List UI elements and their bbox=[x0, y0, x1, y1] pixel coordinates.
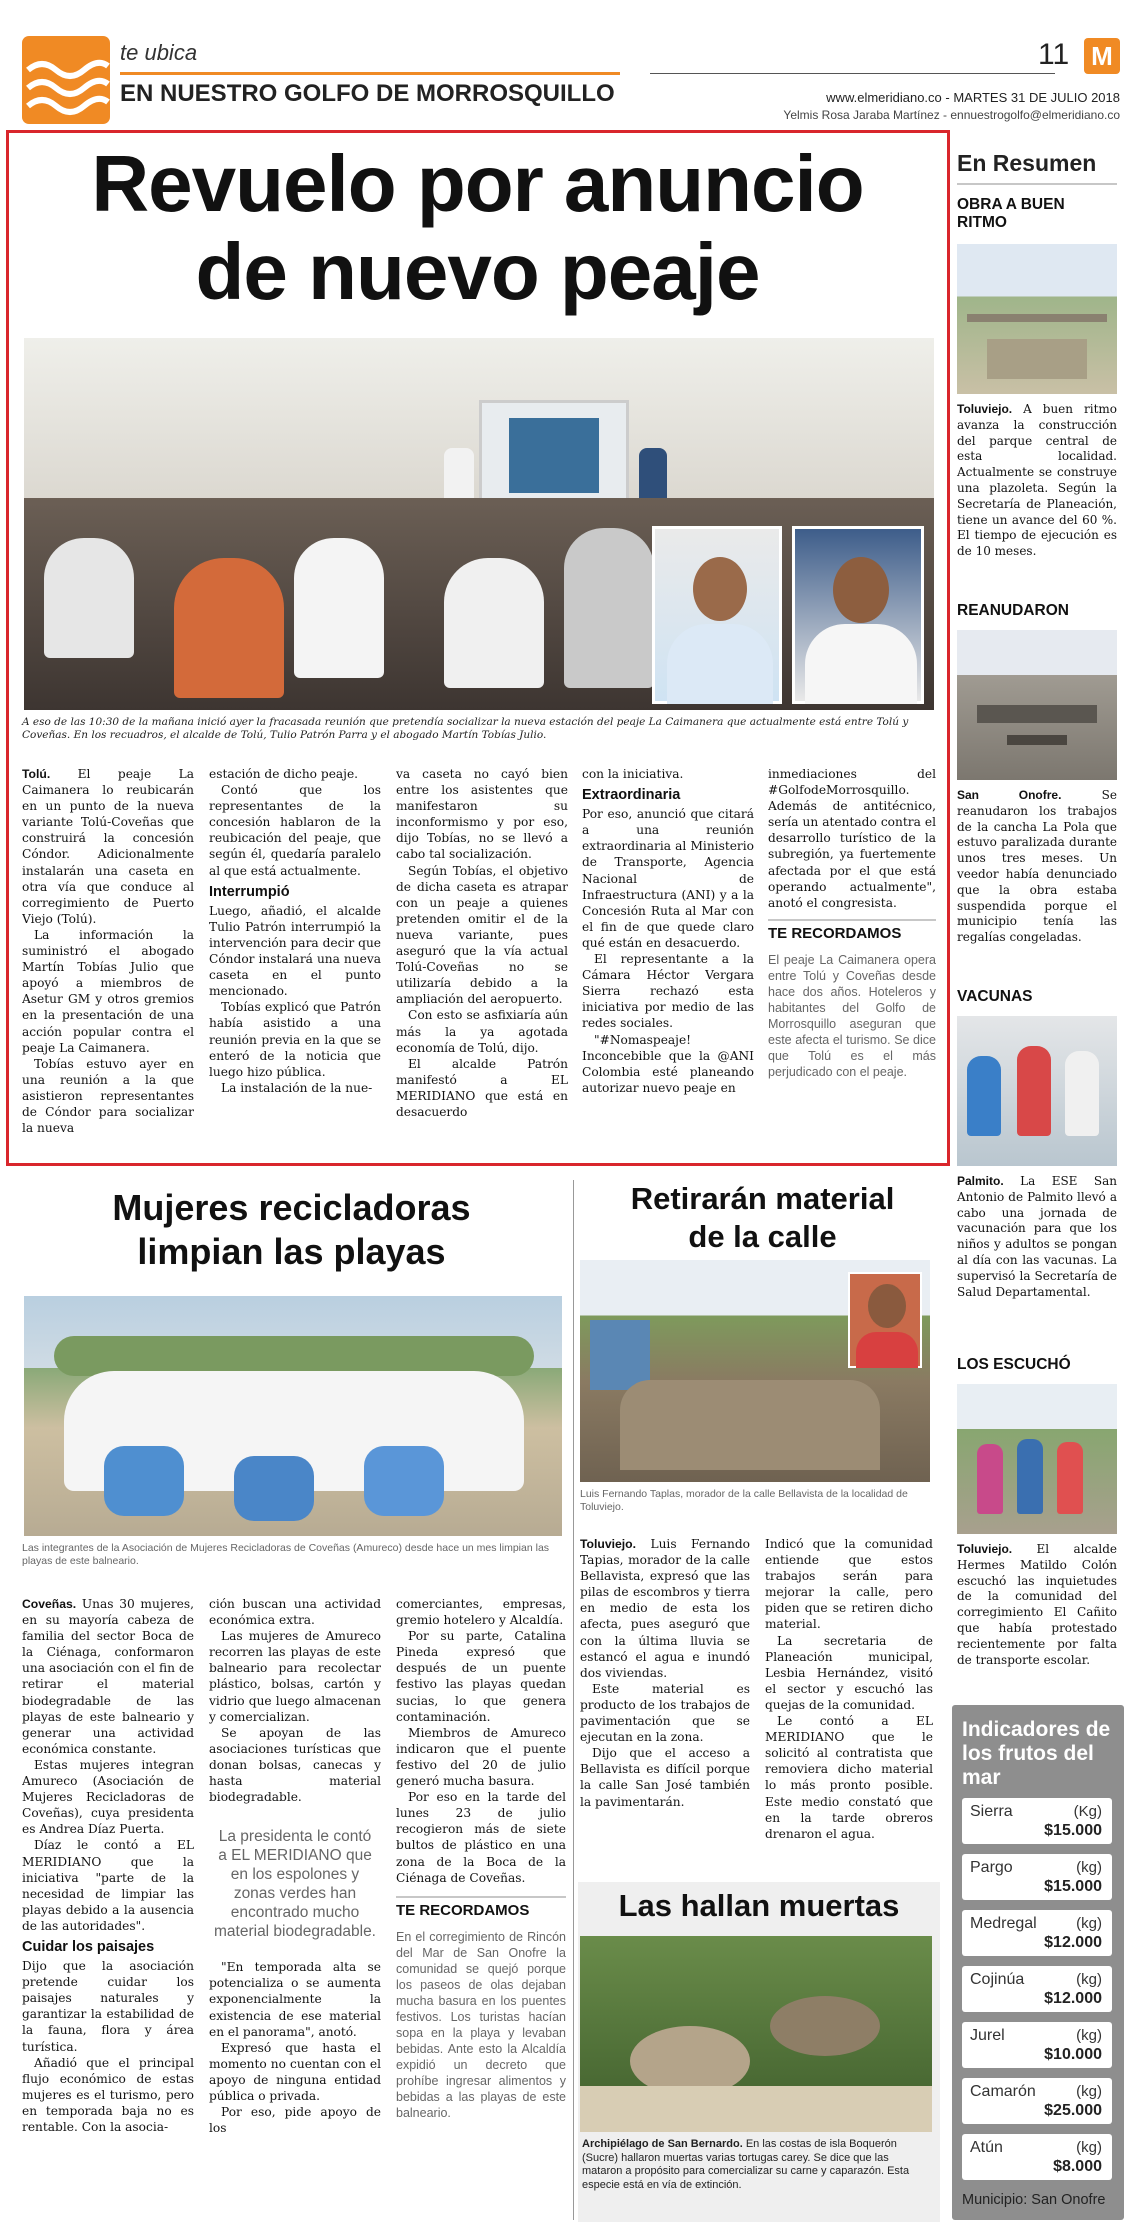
sidebar-text-reanudaron: San Onofre. Se reanudaron los trabajos de la cancha La Pola que estuvo paralizada durante unos tres meses. Un veedor había denunciado que la obra estaba suspendida porque el municipio tenía las regalías congeladas. bbox=[957, 788, 1117, 945]
sidebar-photo-escucho bbox=[957, 1384, 1117, 1534]
sidebar-photo-reanudaron bbox=[957, 630, 1117, 780]
main-headline: Revuelo por anuncio de nuevo peaje bbox=[91, 139, 864, 316]
main-col-1: Tolú. El peaje La Caimanera lo reubicarán en un punto de la nueva variante Tolú-Coveñas que construirá la concesión Cóndor. Adicionalmente instalarán una caseta en otra vía que conduce al corregimiento de Puerto Viejo (Tolú). La información la suministró el abogado Martín Tobías Julio que apoyó a miembros de Asetur GM y otros gremios en la presentación de una acción popular contra el peaje La Caimanera. Tobías estuvo ayer en una reunión a la que asistieron representantes de Cóndor para socializar la nueva bbox=[22, 767, 194, 1136]
prices-municipio: Municipio: San Onofre bbox=[962, 2192, 1106, 2208]
price-unit: (kg) bbox=[1076, 2027, 1102, 2044]
price-unit: (kg) bbox=[1076, 2139, 1102, 2156]
price-name: Camarón bbox=[970, 2083, 1036, 2100]
column-divider bbox=[573, 1180, 574, 2220]
sidebar-photo-obra bbox=[957, 244, 1117, 394]
price-name: Pargo bbox=[970, 1859, 1013, 1876]
waves-icon bbox=[22, 36, 110, 124]
price-unit: (kg) bbox=[1076, 1859, 1102, 1876]
subhead-cuidar: Cuidar los paisajes bbox=[22, 1938, 155, 1955]
price-row bbox=[962, 1966, 1112, 2012]
price-name: Medregal bbox=[970, 1915, 1037, 1932]
price-name: Atún bbox=[970, 2139, 1003, 2156]
section-title: EN NUESTRO GOLFO DE MORROSQUILLO bbox=[120, 80, 615, 107]
te-recordamos-title-2: TE RECORDAMOS bbox=[396, 1896, 566, 1919]
main-col-3: va caseta no cayó bien entre los asistentes que manifestaron su inconformismo y por eso, dijo Tobías, no se llevó a cabo tal socialización. Según Tobías, el objetivo de dicha caseta es atrapar con un peaje a quienes pretenden omitir el de la nueva variante, pues aseguró que la vía actual Tolú-Coveñas no se utilizaría debido a la ampliación del aeropuerto. Con esto se asfixiaría aún más la ya agotada economía de Tolú, dijo. El alcalde Patrón manifestó a EL MERIDIANO que está en desacuerdo bbox=[396, 767, 568, 1119]
main-col-2: estación de dicho peaje. Contó que los representantes de la concesión hablaron de la reubicación del peaje, que según él, quedaría paralelo al que está actualmente. Interrumpió Luego, añadió, el alcalde Tulio Patrón interrumpió la intervención para decir que Cóndor instalará una nueva caseta en el punto mencionado. Tobías explicó que Patrón había asistido a una reunión previa en la que se enteró de la noticia que luego hizo pública. La instalación de la nue- bbox=[209, 767, 381, 1095]
price-row bbox=[962, 2078, 1112, 2124]
retiraran-photo bbox=[580, 1260, 930, 1482]
sidebar-h-escucho: LOS ESCUCHÓ bbox=[957, 1356, 1071, 1373]
section-rule bbox=[120, 72, 620, 75]
header-rule-right bbox=[650, 73, 1055, 74]
hallan-photo bbox=[580, 1936, 932, 2132]
price-name: Sierra bbox=[970, 1803, 1013, 1820]
hallan-headline: Las hallan muertas bbox=[618, 1888, 900, 1923]
price-value: $15.000 bbox=[1044, 1878, 1102, 1895]
price-value: $10.000 bbox=[1044, 2046, 1102, 2063]
te-recordamos-text-2: En el corregimiento de Rincón del Mar de San Onofre la comunidad se quejó porque los paseos de olas dejaban mucha basura en los puentes festivos. Los turistas hacían sopa en la playa y levaban bebidas. Ante esto la Alcaldía expidió un decreto que prohíbe ingresar alimentos y bebidas a las playas de este balneario. bbox=[396, 1929, 566, 2120]
sidebar-h-reanudaron: REANUDARON bbox=[957, 602, 1069, 619]
subhead-extraordinaria: Extraordinaria bbox=[582, 787, 681, 804]
price-value: $12.000 bbox=[1044, 1934, 1102, 1951]
sidebar-photo-vacunas bbox=[957, 1016, 1117, 1166]
prices-title: Indicadores de los frutos del mar bbox=[962, 1718, 1111, 1789]
hallan-caption: Archipiélago de San Bernardo. En las costas de isla Boquerón (Sucre) hallaron muertas varias tortugas carey. Se dice que las mataron a propósito para comercializar su carne y caparazón. Esta especie está en vía de extinción. bbox=[582, 2138, 910, 2191]
price-row bbox=[962, 1854, 1112, 1900]
mujeres-col-2: ción buscan una actividad económica extra. Las mujeres de Amureco recorren las playas de este balneario para recolectar plástico, bolsas, cartón y vidrio que luego almacenan y comercializan. Se apoyan de las asociaciones turísticas que donan bolsas, canecas y hasta material biodegradable. La presidenta le contó a EL MERIDIANO que en los espolones y zonas verdes han encontrado mucho material biodegradable. "En temporada alta se potencializa o se aumenta exponencialmente la existencia de ese material en el panorama", anotó. Expresó que hasta el momento no cuentan con el apoyo de ninguna entidad pública o privada. Por eso, pide apoyo de los bbox=[209, 1597, 381, 2136]
mujeres-headline: Mujeres recicladoras limpian las playas bbox=[112, 1187, 471, 1272]
date-line: www.elmeridiano.co - MARTES 31 DE JULIO 2018 bbox=[826, 90, 1120, 105]
price-value: $25.000 bbox=[1044, 2102, 1102, 2119]
retiraran-col-1: Toluviejo. Luis Fernando Tapias, morador de la calle Bellavista, expresó que las pilas de escombros y tierra en medio de esta los afecta, pues aseguró que con la última lluvia se estancó el agua e inundó dos viviendas. Este material es producto de los trabajos de pavimentación que se ejecutan en la zona. Dijo que el acceso a Bellavista es difícil porque la calle San José también la pavimentarán. bbox=[580, 1537, 750, 1809]
mujeres-caption: Las integrantes de la Asociación de Mujeres Recicladoras de Coveñas (Amureco) desde hace un mes limpian las playas de este balneario. bbox=[22, 1542, 550, 1567]
retiraran-headline: Retirarán material de la calle bbox=[630, 1181, 895, 1254]
sidebar-h-vacunas: VACUNAS bbox=[957, 988, 1033, 1005]
inset-photo-lawyer bbox=[792, 526, 924, 704]
main-photo-caption: A eso de las 10:30 de la mañana inició ayer la fracasada reunión que pretendía socializar la nueva estación del peaje La Caimanera que actualmente está entre Tolú y Coveñas. En los recuadros, el alcalde de Tolú, Tulio Patrón Parra y el abogado Martín Tobías Julio. bbox=[22, 716, 909, 741]
main-photo bbox=[24, 338, 934, 710]
price-name: Cojinúa bbox=[970, 1971, 1025, 1988]
price-value: $12.000 bbox=[1044, 1990, 1102, 2007]
subhead-interrumpio: Interrumpió bbox=[209, 883, 290, 900]
pull-quote: La presidenta le contó a EL MERIDIANO que en los espolones y zonas verdes han encontrado mucho material biodegradable. bbox=[214, 1828, 376, 1941]
sidebar-text-escucho: Toluviejo. El alcalde Hermes Matildo Colón escuchó las inquietudes de la comunidad del corregimiento El Cañito que había protestado recientemente por falta de transporte escolar. bbox=[957, 1542, 1117, 1667]
sidebar-text-vacunas: Palmito. La ESE San Antonio de Palmito llevó a cabo una jornada de vacunación para que los niños y adultos se pongan al día con las vacunas. La supervisó la Secretaría de Salud Departamental. bbox=[957, 1174, 1117, 1299]
inset-photo-resident bbox=[848, 1272, 922, 1368]
price-row bbox=[962, 1798, 1112, 1844]
mujeres-photo bbox=[24, 1296, 562, 1536]
te-recordamos-text: El peaje La Caimanera opera entre Tolú y Coveñas desde hace dos años. Hoteleros y habitantes del Golfo de Morrosquillo aseguran que este afecta el turismo. Se dice que Tolú es el más perjudicado con el peaje. bbox=[768, 952, 936, 1079]
section-logo bbox=[22, 36, 110, 124]
retiraran-col-2: Indicó que la comunidad entiende que estos trabajos serán para mejorar la calle, pero piden que se retiren dicho material. La secretaria de Planeación municipal, Lesbia Hernández, visitó el sector y escuchó las quejas de la comunidad. Le contó a EL MERIDIANO que le solicitó al contratista que removiera dicho material lo más pronto posible. Este medio constató que en la tarde obreros drenaron el agua. bbox=[765, 1537, 933, 1841]
price-unit: (kg) bbox=[1076, 1915, 1102, 1932]
price-name: Jurel bbox=[970, 2027, 1005, 2044]
brand-logo: M bbox=[1084, 38, 1120, 74]
mujeres-col-1: Coveñas. Unas 30 mujeres, en su mayoría cabeza de familia del sector Boca de la Ciénaga, conformaron una asociación con el fin de retirar el material biodegradable de las playas de este balneario y generar una actividad económica constante. Estas mujeres integran Amureco (Asociación de Mujeres Recicladoras de Coveñas), cuya presidenta es Andrea Díaz Puerta. Díaz le contó a EL MERIDIANO que la iniciativa "parte de la necesidad de limpiar las playas debido a la ausencia de las autoridades". Cuidar los paisajes Dijo que la asociación pretende cuidar los paisajes naturales y garantizar la estabilidad de la fauna, flora y área turística. Añadió que el principal flujo económico de estas mujeres es el turismo, pero en temporada baja no es rentable. Con la asocia- bbox=[22, 1597, 194, 2134]
section-kicker: te ubica bbox=[120, 40, 198, 65]
retiraran-caption: Luis Fernando Taplas, morador de la calle Bellavista de la localidad de Toluviejo. bbox=[580, 1488, 908, 1513]
sidebar-text-obra: Toluviejo. A buen ritmo avanza la construcción del parque central de esta localidad. Actualmente se construye una plazoleta. Según la Secretaría de Planeación, tiene un avance del 60 %. El tiempo de ejecución es de 10 meses. bbox=[957, 402, 1117, 559]
price-value: $15.000 bbox=[1044, 1822, 1102, 1839]
sidebar-h-obra: OBRA A BUEN RITMO bbox=[957, 196, 1065, 231]
main-col-5: inmediaciones del #GolfodeMorrosquillo. Además de antitécnico, sería un atentado contra el desarrollo turístico de la subregión, ya fuertemente afectada por el que está operando actualmente", anotó el congresista. TE RECORDAMOS El peaje La Caimanera opera entre Tolú y Coveñas desde hace dos años. Hoteleros y habitantes del Golfo de Morrosquillo aseguran que este afecta el turismo. Se dice que Tolú es el más perjudicado con el peaje. bbox=[768, 767, 936, 1079]
byline: Yelmis Rosa Jaraba Martínez - ennuestrogolfo@elmeridiano.co bbox=[783, 108, 1120, 122]
mujeres-col-3: comerciantes, empresas, gremio hotelero y Alcaldía. Por su parte, Catalina Pineda expresó que después de un puente festivo las playas quedan sucias, lo que genera contaminación. Miembros de Amureco indicaron que el puente festivo del 20 de julio generó mucha basura. Por eso en la tarde del lunes 23 de julio recogieron más de siete bultos de plástico en una zona de la Boca de la Ciénaga de Coveñas. TE RECORDAMOS En el corregimiento de Rincón del Mar de San Onofre la comunidad se quejó porque los paseos de olas dejaban mucha basura en los puentes festivos. Los turistas hacían sopa en la playa y levaban bebidas. Ante esto la Alcaldía expidió un decreto que prohíbe ingresar alimentos y bebidas a las playas de este balneario. bbox=[396, 1597, 566, 2120]
main-col-4: con la iniciativa. Extraordinaria Por eso, anunció que citará a una reunión extraordinaria al Ministerio de Transporte, Agencia Nacional de Infraestructura (ANI) y a la Concesión Ruta al Mar con el fin de que quede claro qué están en desacuerdo. El representante a la Cámara Héctor Vergara Sierra rechazó esta iniciativa por medio de las redes sociales. "#Nomaspeaje! Inconcebible que la @ANI Colombia esté planeando autorizar nuevo peaje en bbox=[582, 767, 754, 1095]
sidebar-title: En Resumen bbox=[957, 150, 1097, 176]
price-value: $8.000 bbox=[1053, 2158, 1102, 2175]
price-unit: (kg) bbox=[1076, 2083, 1102, 2100]
te-recordamos-title: TE RECORDAMOS bbox=[768, 919, 936, 942]
price-row bbox=[962, 1910, 1112, 1956]
page-number: 11 bbox=[1038, 38, 1070, 71]
price-row bbox=[962, 2134, 1112, 2180]
price-unit: (kg) bbox=[1076, 1971, 1102, 1988]
price-unit: (Kg) bbox=[1073, 1803, 1102, 1820]
price-row bbox=[962, 2022, 1112, 2068]
inset-photo-mayor bbox=[652, 526, 782, 704]
